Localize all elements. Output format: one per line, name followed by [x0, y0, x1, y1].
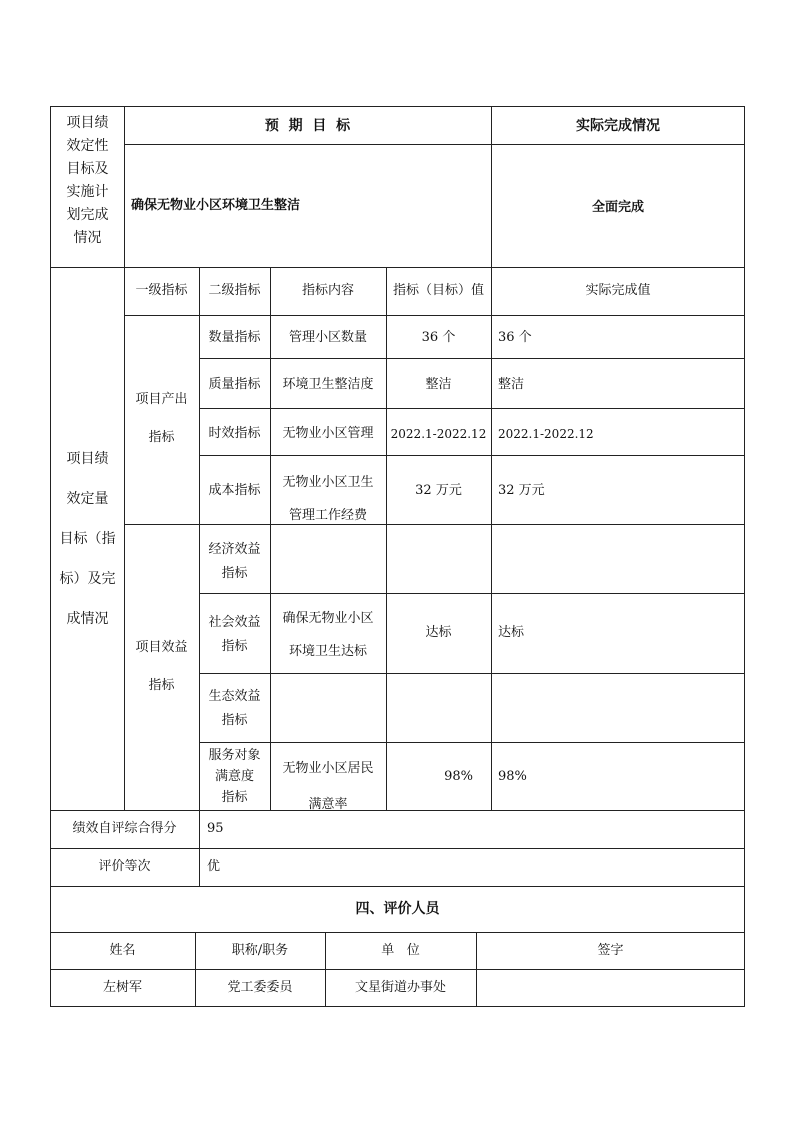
row-timeliness-level2: 时效指标: [208, 426, 261, 441]
evaluator-header-unit: 单 位: [381, 943, 420, 958]
quantitative-section-label: 项目绩 效定量 目标（指 标）及完 成情况: [59, 451, 116, 627]
score-value: 95: [207, 821, 224, 836]
score-label: 绩效自评综合得分: [72, 821, 177, 836]
actual-completion-text: 全面完成: [591, 200, 644, 215]
row-cost-content: 无物业小区卫生 管理工作经费: [282, 475, 374, 523]
row-social-actual: 达标: [498, 625, 525, 640]
row-quality-level2: 质量指标: [208, 377, 261, 392]
row-quantity-actual: 36 个: [498, 330, 532, 345]
row-quality-content: 环境卫生整洁度: [282, 377, 374, 392]
evaluator-header-signature: 签字: [597, 943, 624, 958]
row-satisfaction-content: 无物业小区居民 满意率: [282, 761, 374, 812]
header-actual: 实际完成值: [585, 283, 651, 298]
row-ecological-level2: 生态效益 指标: [208, 689, 261, 728]
row-timeliness-actual: 2022.1-2022.12: [498, 427, 594, 441]
evaluator-header-name: 姓名: [109, 943, 136, 958]
row-timeliness-target: 2022.1-2022.12: [390, 427, 487, 441]
row-quantity-level2: 数量指标: [208, 330, 261, 345]
evaluator-unit: 文星街道办事处: [354, 980, 446, 995]
row-social-target: 达标: [425, 625, 452, 640]
row-satisfaction-target: 98%: [444, 769, 473, 784]
row-quality-actual: 整洁: [498, 377, 525, 392]
row-quality-target: 整洁: [425, 377, 452, 392]
qualitative-section-label: 项目绩 效定性 目标及 实施计 划完成 情况: [66, 115, 109, 246]
row-cost-actual: 32 万元: [498, 483, 545, 498]
row-quantity-target: 36 个: [421, 330, 456, 345]
header-level1: 一级指标: [135, 283, 188, 298]
header-target: 指标（目标）值: [392, 283, 484, 298]
evaluator-position: 党工委委员: [227, 980, 293, 995]
row-quantity-content: 管理小区数量: [288, 330, 367, 345]
row-social-content: 确保无物业小区 环境卫生达标: [282, 611, 374, 659]
row-economic-level2: 经济效益 指标: [208, 542, 261, 581]
row-satisfaction-level2: 服务对象 满意度 指标: [208, 748, 261, 805]
row-social-level2: 社会效益 指标: [208, 615, 261, 654]
header-level2: 二级指标: [208, 283, 261, 298]
grade-value: 优: [207, 859, 221, 874]
evaluator-name: 左树军: [102, 980, 142, 995]
row-cost-target: 32 万元: [415, 483, 462, 498]
expected-goal-header: 预 期 目 标: [264, 118, 351, 134]
header-content: 指标内容: [301, 283, 354, 298]
evaluators-title: 四、评价人员: [355, 901, 440, 917]
evaluator-header-position: 职称/职务: [231, 943, 289, 958]
benefit-indicator-group: 项目效益 指标: [135, 640, 188, 693]
row-cost-level2: 成本指标: [208, 483, 261, 498]
output-indicator-group: 项目产出 指标: [135, 392, 188, 445]
actual-completion-header: 实际完成情况: [576, 118, 660, 134]
expected-goal-text: 确保无物业小区环境卫生整洁: [131, 198, 301, 213]
grade-label: 评价等次: [98, 859, 151, 874]
row-timeliness-content: 无物业小区管理: [282, 426, 374, 441]
row-satisfaction-actual: 98%: [498, 769, 527, 784]
